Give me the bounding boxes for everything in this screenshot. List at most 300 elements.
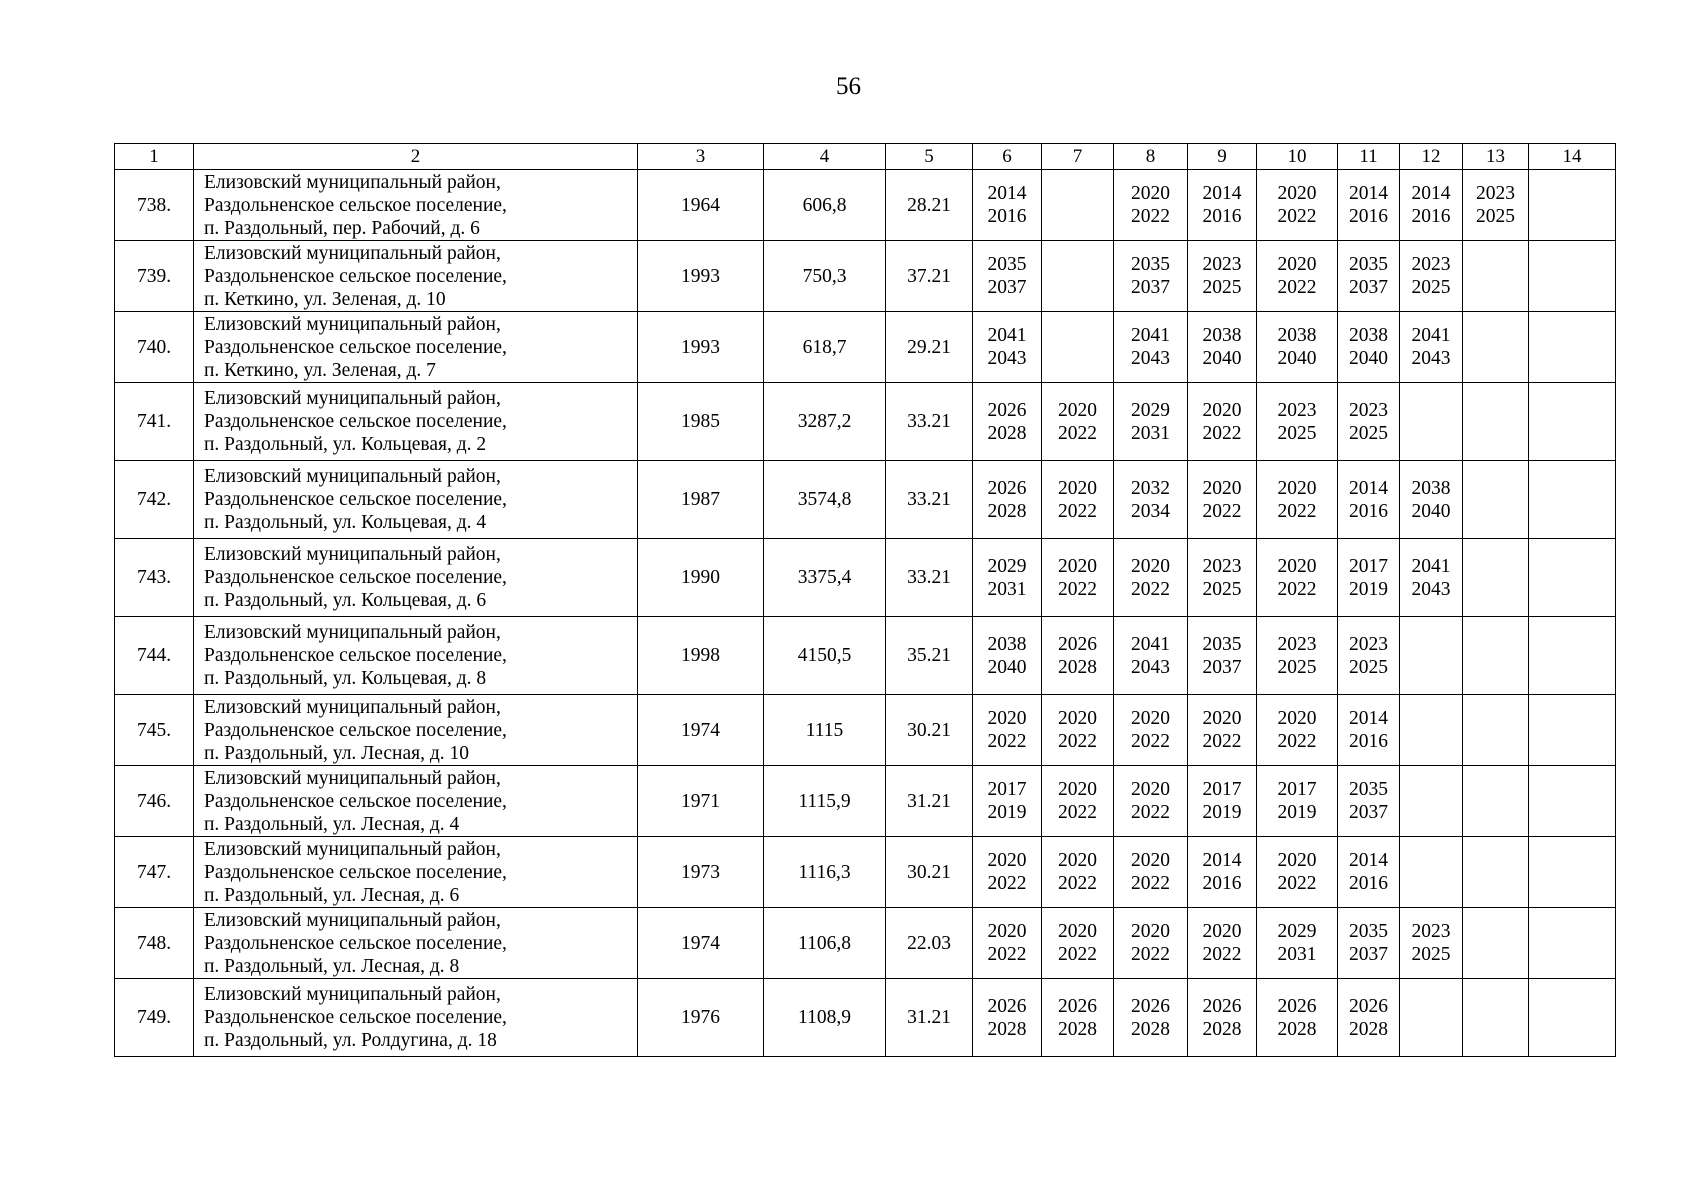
period-cell-col10: [1257, 170, 1338, 241]
period-cell-col7: [1042, 383, 1114, 461]
period-cell-col8-line: 2022: [1131, 206, 1170, 227]
column-header-3: 3: [638, 144, 764, 170]
period-cell-col7-line: 2026: [1058, 995, 1097, 1017]
period-cell-col12-line: 2014: [1411, 183, 1451, 204]
period-cell-col8-line: 2020: [1131, 779, 1170, 800]
period-cell-col8: [1114, 383, 1188, 461]
period-cell-col11-line: 2028: [1349, 1018, 1388, 1040]
period-cell-col10-line: 2020: [1277, 555, 1317, 577]
period-cell-col8-line: 2031: [1131, 422, 1170, 444]
period-cell-col9-line: 2022: [1202, 422, 1242, 444]
period-cell-col7-line: 2020: [1058, 555, 1097, 577]
period-cell-col9: [1188, 617, 1257, 695]
period-cell-col9-line: 2016: [1202, 206, 1242, 227]
year-cell: 1974: [638, 908, 764, 979]
period-cell-col10-line: 2017: [1277, 779, 1317, 800]
period-cell-col9-line: 2020: [1202, 399, 1242, 421]
table-row: [115, 170, 1616, 241]
period-cell-col7-line: 2028: [1058, 656, 1097, 678]
period-cell-col8-line: 2020: [1131, 850, 1170, 871]
wear-cell: 37.21: [886, 241, 973, 312]
address-cell-line: п. Кеткино, ул. Зеленая, д. 7: [204, 359, 436, 381]
address-cell-line: п. Раздольный, ул. Лесная, д. 6: [204, 884, 460, 906]
period-cell-col6: [973, 695, 1042, 766]
period-cell-col8: [1114, 766, 1188, 837]
period-cell-col13: [1463, 241, 1529, 312]
period-cell-col12-line: 2040: [1411, 500, 1451, 522]
period-cell-col7-line: 2020: [1058, 921, 1097, 942]
period-cell-col11: [1338, 617, 1400, 695]
period-cell-col9-line: 2023: [1202, 254, 1242, 275]
address-cell-line: Елизовский муниципальный район,: [204, 622, 501, 643]
period-cell-col10: [1257, 241, 1338, 312]
row-number: 746.: [115, 766, 194, 837]
column-header-12: 12: [1400, 144, 1463, 170]
period-cell-col11: [1338, 766, 1400, 837]
period-cell-col11-line: 2023: [1349, 633, 1388, 655]
period-cell-col11-line: 2016: [1349, 500, 1388, 522]
address-cell-line: Раздольненское сельское поселение,: [204, 790, 507, 812]
period-cell-col10: [1257, 979, 1338, 1057]
period-cell-col6-line: 2020: [987, 921, 1027, 942]
period-cell-col11-line: 2040: [1349, 348, 1388, 369]
period-cell-col7: [1042, 695, 1114, 766]
period-cell-col8: [1114, 461, 1188, 539]
period-cell-col6-line: 2020: [987, 708, 1027, 729]
address-cell-line: п. Раздольный, ул. Кольцевая, д. 2: [204, 434, 487, 455]
period-cell-col7-line: 2020: [1058, 477, 1097, 499]
period-cell-col6-line: 2026: [987, 477, 1027, 499]
wear-cell: 33.21: [886, 539, 973, 617]
period-cell-col8-line: 2041: [1131, 633, 1170, 655]
column-header-10: 10: [1257, 144, 1338, 170]
wear-cell: 28.21: [886, 170, 973, 241]
period-cell-col10-line: 2026: [1277, 995, 1317, 1017]
address-cell-line: Раздольненское сельское поселение,: [204, 265, 507, 287]
period-cell-col7-line: 2022: [1058, 802, 1097, 823]
period-cell-col11-line: 2037: [1349, 277, 1388, 298]
area-cell: 750,3: [764, 241, 886, 312]
period-cell-col9-line: 2019: [1202, 802, 1242, 823]
address-cell-line: Елизовский муниципальный район,: [204, 984, 501, 1005]
period-cell-col11: [1338, 170, 1400, 241]
column-header-9: 9: [1188, 144, 1257, 170]
address-cell: [194, 695, 638, 766]
period-cell-col6-line: 2040: [987, 656, 1027, 678]
period-cell-col11-line: 2025: [1349, 656, 1388, 678]
period-cell-col9: [1188, 383, 1257, 461]
address-cell-line: п. Раздольный, ул. Лесная, д. 8: [204, 955, 460, 977]
period-cell-col11-line: 2026: [1349, 995, 1388, 1017]
row-number: 738.: [115, 170, 194, 241]
period-cell-col12: [1400, 979, 1463, 1057]
row-number: 747.: [115, 837, 194, 908]
period-cell-col12-line: 2041: [1411, 325, 1451, 346]
period-cell-col13: [1463, 539, 1529, 617]
address-cell-line: Раздольненское сельское поселение,: [204, 194, 507, 216]
period-cell-col9: [1188, 908, 1257, 979]
address-cell-line: п. Раздольный, ул. Кольцевая, д. 6: [204, 590, 487, 611]
row-number: 748.: [115, 908, 194, 979]
column-header-8: 8: [1114, 144, 1188, 170]
address-cell: [194, 837, 638, 908]
period-cell-col12: [1400, 241, 1463, 312]
period-cell-col12: [1400, 170, 1463, 241]
address-cell-line: п. Раздольный, ул. Лесная, д. 10: [204, 742, 470, 764]
address-cell: [194, 241, 638, 312]
period-cell-col6: [973, 461, 1042, 539]
period-cell-col6-line: 2028: [987, 1018, 1027, 1040]
period-cell-col9-line: 2022: [1202, 944, 1242, 965]
period-cell-col11-line: 2017: [1349, 555, 1388, 577]
year-cell: 1987: [638, 461, 764, 539]
period-cell-col6: [973, 539, 1042, 617]
period-cell-col12-line: 2016: [1411, 206, 1451, 227]
period-cell-col9: [1188, 312, 1257, 383]
table-row: [115, 461, 1616, 539]
period-cell-col13: [1463, 979, 1529, 1057]
year-cell: 1998: [638, 617, 764, 695]
period-cell-col11-line: 2035: [1349, 921, 1388, 942]
period-cell-col7-line: 2020: [1058, 708, 1097, 729]
page-number: 56: [836, 73, 861, 100]
area-cell: 3375,4: [764, 539, 886, 617]
period-cell-col12: [1400, 908, 1463, 979]
period-cell-col13-line: 2023: [1476, 183, 1515, 204]
period-cell-col10-line: 2022: [1277, 500, 1317, 522]
period-cell-col8-line: 2020: [1131, 921, 1170, 942]
column-header-4: 4: [764, 144, 886, 170]
period-cell-col9-line: 2022: [1202, 500, 1242, 522]
period-cell-col10-line: 2022: [1277, 277, 1317, 298]
period-cell-col7: [1042, 312, 1114, 383]
period-cell-col6: [973, 979, 1042, 1057]
period-cell-col11-line: 2023: [1349, 399, 1388, 421]
period-cell-col10: [1257, 908, 1338, 979]
area-cell: 1115,9: [764, 766, 886, 837]
period-cell-col7: [1042, 170, 1114, 241]
period-cell-col10-line: 2022: [1277, 731, 1317, 752]
wear-cell: 31.21: [886, 979, 973, 1057]
period-cell-col11: [1338, 241, 1400, 312]
period-cell-col9-line: 2014: [1202, 183, 1242, 204]
period-cell-col8-line: 2034: [1131, 500, 1170, 522]
period-cell-col8-line: 2020: [1131, 708, 1170, 729]
period-cell-col10: [1257, 383, 1338, 461]
address-cell-line: Раздольненское сельское поселение,: [204, 645, 507, 666]
period-cell-col7-line: 2026: [1058, 633, 1097, 655]
period-cell-col14: [1529, 695, 1616, 766]
period-cell-col9: [1188, 766, 1257, 837]
year-cell: 1985: [638, 383, 764, 461]
period-cell-col10: [1257, 695, 1338, 766]
address-cell: [194, 617, 638, 695]
period-cell-col11: [1338, 539, 1400, 617]
period-cell-col11-line: 2025: [1349, 422, 1388, 444]
address-cell-line: Раздольненское сельское поселение,: [204, 719, 507, 741]
address-cell-line: Елизовский муниципальный район,: [204, 242, 501, 264]
period-cell-col8: [1114, 908, 1188, 979]
year-cell: 1974: [638, 695, 764, 766]
period-cell-col8: [1114, 312, 1188, 383]
address-cell: [194, 383, 638, 461]
period-cell-col9: [1188, 539, 1257, 617]
period-cell-col10-line: 2040: [1277, 348, 1317, 369]
wear-cell: 31.21: [886, 766, 973, 837]
period-cell-col7-line: 2028: [1058, 1018, 1097, 1040]
address-cell-line: Елизовский муниципальный район,: [204, 313, 501, 335]
period-cell-col6-line: 2029: [987, 555, 1027, 577]
period-cell-col7: [1042, 908, 1114, 979]
period-cell-col12: [1400, 617, 1463, 695]
table-body: [115, 170, 1616, 1057]
period-cell-col10-line: 2025: [1277, 656, 1317, 678]
row-number: 741.: [115, 383, 194, 461]
area-cell: 1115: [764, 695, 886, 766]
period-cell-col10: [1257, 617, 1338, 695]
area-cell: 4150,5: [764, 617, 886, 695]
period-cell-col14: [1529, 383, 1616, 461]
period-cell-col6-line: 2028: [987, 422, 1027, 444]
period-cell-col9-line: 2026: [1202, 995, 1242, 1017]
column-header-1: 1: [115, 144, 194, 170]
address-cell-line: Раздольненское сельское поселение,: [204, 567, 507, 588]
area-cell: 3574,8: [764, 461, 886, 539]
period-cell-col6-line: 2022: [987, 731, 1027, 752]
table-row: [115, 837, 1616, 908]
period-cell-col6: [973, 170, 1042, 241]
period-cell-col10-line: 2025: [1277, 422, 1317, 444]
period-cell-col12-line: 2025: [1411, 944, 1451, 965]
address-cell-line: п. Раздольный, пер. Рабочий, д. 6: [204, 217, 480, 239]
column-header-14: 14: [1529, 144, 1616, 170]
period-cell-col14: [1529, 170, 1616, 241]
column-header-13: 13: [1463, 144, 1529, 170]
period-cell-col13: [1463, 908, 1529, 979]
period-cell-col8-line: 2022: [1131, 873, 1170, 894]
period-cell-col8-line: 2043: [1131, 348, 1170, 369]
address-cell-line: Елизовский муниципальный район,: [204, 544, 501, 565]
period-cell-col12: [1400, 461, 1463, 539]
period-cell-col11-line: 2016: [1349, 873, 1388, 894]
area-cell: 1106,8: [764, 908, 886, 979]
period-cell-col6-line: 2020: [987, 850, 1027, 871]
column-header-6: 6: [973, 144, 1042, 170]
period-cell-col8: [1114, 170, 1188, 241]
period-cell-col11-line: 2037: [1349, 802, 1388, 823]
period-cell-col14: [1529, 837, 1616, 908]
period-cell-col9: [1188, 461, 1257, 539]
period-cell-col6-line: 2031: [987, 578, 1027, 600]
period-cell-col8-line: 2029: [1131, 399, 1170, 421]
period-cell-col7-line: 2022: [1058, 944, 1097, 965]
table-row: [115, 539, 1616, 617]
period-cell-col12: [1400, 312, 1463, 383]
period-cell-col9-line: 2025: [1202, 277, 1242, 298]
period-cell-col14: [1529, 766, 1616, 837]
address-cell-line: п. Кеткино, ул. Зеленая, д. 10: [204, 288, 446, 310]
period-cell-col7-line: 2022: [1058, 731, 1097, 752]
year-cell: 1993: [638, 312, 764, 383]
period-cell-col6-line: 2022: [987, 873, 1027, 894]
period-cell-col10-line: 2023: [1277, 633, 1317, 655]
period-cell-col6-line: 2014: [987, 183, 1027, 204]
year-cell: 1971: [638, 766, 764, 837]
period-cell-col9-line: 2017: [1202, 779, 1242, 800]
period-cell-col8-line: 2020: [1131, 555, 1170, 577]
period-cell-col6-line: 2026: [987, 399, 1027, 421]
period-cell-col9-line: 2037: [1202, 656, 1242, 678]
period-cell-col9: [1188, 979, 1257, 1057]
period-cell-col10-line: 2020: [1277, 850, 1317, 871]
period-cell-col9-line: 2020: [1202, 921, 1242, 942]
period-cell-col11-line: 2019: [1349, 578, 1388, 600]
address-cell-line: Елизовский муниципальный район,: [204, 696, 501, 718]
address-cell: [194, 461, 638, 539]
period-cell-col11: [1338, 837, 1400, 908]
period-cell-col9-line: 2016: [1202, 873, 1242, 894]
address-cell-line: Елизовский муниципальный район,: [204, 767, 501, 789]
row-number: 742.: [115, 461, 194, 539]
period-cell-col7: [1042, 979, 1114, 1057]
period-cell-col6: [973, 383, 1042, 461]
period-cell-col6: [973, 908, 1042, 979]
period-cell-col6-line: 2037: [987, 277, 1027, 298]
period-cell-col6-line: 2041: [987, 325, 1027, 346]
period-cell-col10-line: 2029: [1277, 921, 1317, 942]
period-cell-col8-line: 2041: [1131, 325, 1170, 346]
table-row: [115, 617, 1616, 695]
period-cell-col11-line: 2014: [1349, 183, 1388, 204]
address-cell-line: п. Раздольный, ул. Кольцевая, д. 4: [204, 512, 487, 533]
period-cell-col7: [1042, 617, 1114, 695]
period-cell-col8-line: 2022: [1131, 944, 1170, 965]
period-cell-col8: [1114, 837, 1188, 908]
address-cell-line: Раздольненское сельское поселение,: [204, 411, 507, 432]
period-cell-col14: [1529, 241, 1616, 312]
period-cell-col8-line: 2022: [1131, 578, 1170, 600]
period-cell-col6: [973, 766, 1042, 837]
period-cell-col7: [1042, 461, 1114, 539]
period-cell-col9-line: 2025: [1202, 578, 1242, 600]
period-cell-col12: [1400, 766, 1463, 837]
table-header: [115, 144, 1616, 170]
period-cell-col11-line: 2035: [1349, 779, 1388, 800]
period-cell-col11: [1338, 461, 1400, 539]
period-cell-col11-line: 2038: [1349, 325, 1388, 346]
column-header-2: 2: [194, 144, 638, 170]
address-cell: [194, 979, 638, 1057]
wear-cell: 33.21: [886, 461, 973, 539]
table-row: [115, 908, 1616, 979]
period-cell-col6-line: 2038: [987, 633, 1027, 655]
period-cell-col8: [1114, 241, 1188, 312]
period-cell-col11-line: 2014: [1349, 708, 1388, 729]
period-cell-col7-line: 2022: [1058, 500, 1097, 522]
address-cell-line: п. Раздольный, ул. Кольцевая, д. 8: [204, 668, 487, 689]
table-row: [115, 241, 1616, 312]
period-cell-col10-line: 2020: [1277, 477, 1317, 499]
address-cell-line: п. Раздольный, ул. Ролдугина, д. 18: [204, 1030, 497, 1051]
period-cell-col13: [1463, 617, 1529, 695]
period-cell-col8-line: 2043: [1131, 656, 1170, 678]
period-cell-col10: [1257, 539, 1338, 617]
period-cell-col10-line: 2022: [1277, 873, 1317, 894]
table-row: [115, 766, 1616, 837]
period-cell-col7-line: 2020: [1058, 399, 1097, 421]
period-cell-col11-line: 2014: [1349, 477, 1388, 499]
address-cell: [194, 170, 638, 241]
period-cell-col6-line: 2028: [987, 500, 1027, 522]
row-number: 740.: [115, 312, 194, 383]
period-cell-col14: [1529, 908, 1616, 979]
period-cell-col8: [1114, 979, 1188, 1057]
period-cell-col9: [1188, 837, 1257, 908]
period-cell-col11-line: 2037: [1349, 944, 1388, 965]
column-header-11: 11: [1338, 144, 1400, 170]
period-cell-col9-line: 2020: [1202, 477, 1242, 499]
year-cell: 1993: [638, 241, 764, 312]
period-cell-col10: [1257, 837, 1338, 908]
period-cell-col14: [1529, 979, 1616, 1057]
period-cell-col13: [1463, 461, 1529, 539]
column-header-5: 5: [886, 144, 973, 170]
period-cell-col14: [1529, 539, 1616, 617]
address-cell: [194, 908, 638, 979]
period-cell-col7: [1042, 837, 1114, 908]
period-cell-col9-line: 2038: [1202, 325, 1242, 346]
period-cell-col7-line: 2020: [1058, 779, 1097, 800]
period-cell-col9-line: 2020: [1202, 708, 1242, 729]
area-cell: 3287,2: [764, 383, 886, 461]
period-cell-col8: [1114, 695, 1188, 766]
period-cell-col7: [1042, 539, 1114, 617]
period-cell-col10: [1257, 312, 1338, 383]
period-cell-col12: [1400, 383, 1463, 461]
period-cell-col13: [1463, 312, 1529, 383]
buildings-table: [114, 143, 1616, 1057]
period-cell-col8-line: 2022: [1131, 802, 1170, 823]
row-number: 744.: [115, 617, 194, 695]
address-cell-line: Елизовский муниципальный район,: [204, 466, 501, 487]
period-cell-col12-line: 2043: [1411, 348, 1451, 369]
area-cell: 1108,9: [764, 979, 886, 1057]
period-cell-col11-line: 2014: [1349, 850, 1388, 871]
period-cell-col8: [1114, 617, 1188, 695]
period-cell-col12-line: 2041: [1411, 555, 1451, 577]
header-row: [115, 144, 1616, 170]
period-cell-col9-line: 2028: [1202, 1018, 1242, 1040]
address-cell-line: п. Раздольный, ул. Лесная, д. 4: [204, 813, 460, 835]
period-cell-col10: [1257, 766, 1338, 837]
table-row: [115, 979, 1616, 1057]
period-cell-col7: [1042, 766, 1114, 837]
period-cell-col6-line: 2016: [987, 206, 1027, 227]
period-cell-col14: [1529, 461, 1616, 539]
period-cell-col9: [1188, 170, 1257, 241]
address-cell-line: Раздольненское сельское поселение,: [204, 489, 507, 510]
table-row: [115, 312, 1616, 383]
period-cell-col13-line: 2025: [1476, 206, 1515, 227]
period-cell-col7-line: 2022: [1058, 873, 1097, 894]
period-cell-col13: [1463, 766, 1529, 837]
address-cell-line: Елизовский муниципальный район,: [204, 838, 501, 860]
address-cell-line: Елизовский муниципальный район,: [204, 388, 501, 409]
period-cell-col8-line: 2032: [1131, 477, 1170, 499]
row-number: 749.: [115, 979, 194, 1057]
wear-cell: 35.21: [886, 617, 973, 695]
address-cell: [194, 766, 638, 837]
